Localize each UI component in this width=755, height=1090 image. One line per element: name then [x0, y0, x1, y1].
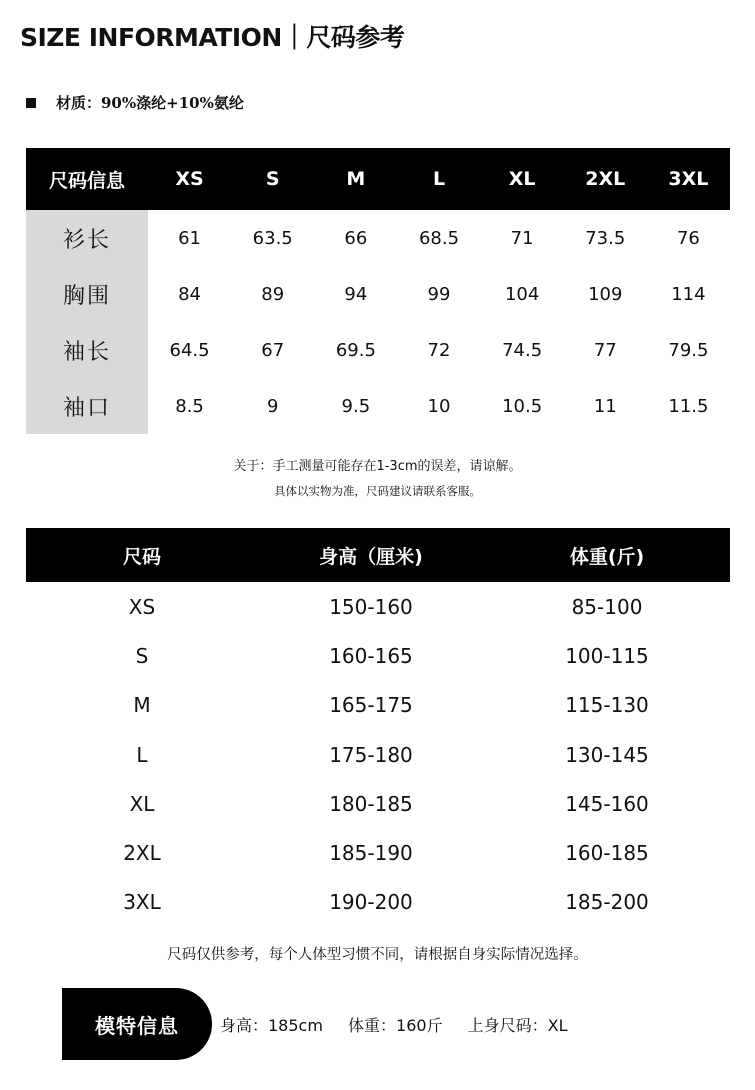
header-weight: 体重(斤)	[569, 545, 645, 568]
height-cell: 150-160	[329, 594, 413, 619]
table-cell: 9	[266, 395, 279, 417]
table-cell: 63.5	[252, 227, 293, 249]
size-cell: XS	[128, 594, 156, 619]
table-cell: 99	[427, 283, 451, 305]
table-row	[26, 582, 730, 631]
page-title: SIZE INFORMATION｜尺码参考	[20, 23, 405, 52]
table-cell: 114	[671, 283, 706, 305]
table-cell: 11.5	[668, 395, 709, 417]
model-height: 身高：185cm	[220, 1016, 323, 1035]
table-cell: 84	[178, 283, 202, 305]
size-recommendation-table	[26, 528, 730, 927]
size-cell: XL	[129, 791, 155, 816]
contact-service-note: 具体以实物为准，尺码建议请联系客服。	[274, 484, 481, 498]
size-cell: M	[133, 693, 151, 718]
height-cell: 190-200	[329, 890, 413, 915]
table-cell: 76	[676, 227, 700, 249]
height-cell: 185-190	[329, 841, 413, 866]
header-size: 3XL	[668, 168, 709, 190]
model-weight: 体重：160斤	[348, 1016, 443, 1035]
size-cell: S	[135, 643, 149, 668]
table-cell: 109	[588, 283, 623, 305]
table-cell: 8.5	[175, 395, 204, 417]
weight-cell: 145-160	[565, 791, 649, 816]
measurement-error-note: 关于：手工测量可能存在1-3cm的误差，请谅解。	[233, 459, 522, 474]
header-height: 身高（厘米)	[319, 545, 423, 568]
table-cell: 61	[178, 227, 202, 249]
table-row	[26, 730, 730, 779]
table-row	[26, 681, 730, 730]
table-cell: 10.5	[502, 395, 543, 417]
table-row	[26, 378, 730, 434]
row-label: 胸围	[26, 266, 148, 322]
table-cell: 67	[261, 339, 285, 361]
height-cell: 165-175	[329, 693, 413, 718]
table-cell: 72	[427, 339, 451, 361]
table-cell: 10	[427, 395, 451, 417]
table-row	[26, 828, 730, 877]
recommendation-table-header	[26, 528, 730, 582]
table-cell: 73.5	[585, 227, 626, 249]
header-size: XL	[508, 168, 536, 190]
header-size: 尺码	[122, 545, 161, 568]
header-corner: 尺码信息	[48, 169, 125, 192]
table-cell: 77	[593, 339, 617, 361]
weight-cell: 85-100	[571, 594, 643, 619]
table-cell: 64.5	[169, 339, 210, 361]
row-label: 袖长	[26, 322, 148, 378]
size-cell: L	[136, 742, 148, 767]
table-row	[26, 210, 730, 266]
model-info-line	[220, 1013, 588, 1036]
table-cell: 66	[344, 227, 368, 249]
table-cell: 79.5	[668, 339, 709, 361]
weight-cell: 160-185	[565, 841, 649, 866]
header-size: M	[346, 168, 366, 190]
table-cell: 104	[504, 283, 540, 305]
header-size: S	[265, 168, 280, 190]
table-row	[26, 878, 730, 927]
row-label: 袖口	[26, 378, 148, 434]
weight-cell: 130-145	[565, 742, 649, 767]
measurement-table-header	[26, 148, 730, 210]
table-cell: 68.5	[418, 227, 460, 249]
table-cell: 94	[344, 283, 368, 305]
model-size: 上身尺码：XL	[467, 1016, 568, 1035]
table-cell: 11	[593, 395, 617, 417]
size-cell: 2XL	[123, 841, 161, 866]
table-cell: 69.5	[335, 339, 376, 361]
model-info-badge: 模特信息	[62, 988, 212, 1060]
table-row	[26, 631, 730, 680]
height-cell: 160-165	[329, 643, 413, 668]
table-row	[26, 322, 730, 378]
height-cell: 175-180	[329, 742, 413, 767]
weight-cell: 115-130	[565, 693, 649, 718]
table-row	[26, 779, 730, 828]
material-line	[26, 92, 244, 113]
table-cell: 89	[261, 283, 285, 305]
header-size: L	[432, 168, 446, 190]
square-bullet-icon	[26, 98, 36, 108]
header-size: XS	[175, 168, 204, 190]
table-row	[26, 266, 730, 322]
weight-cell: 185-200	[565, 890, 649, 915]
size-measurement-table	[26, 148, 730, 434]
height-cell: 180-185	[329, 791, 413, 816]
table-cell: 74.5	[502, 339, 543, 361]
size-cell: 3XL	[123, 890, 161, 915]
weight-cell: 100-115	[565, 643, 649, 668]
row-label: 衫长	[26, 210, 148, 266]
material-text: 材质：90%涤纶+10%氨纶	[56, 94, 244, 112]
size-reference-note: 尺码仅供参考，每个人体型习惯不同，请根据自身实际情况选择。	[167, 947, 588, 963]
table-cell: 9.5	[341, 395, 371, 417]
table-cell: 71	[510, 227, 534, 249]
header-size: 2XL	[585, 168, 626, 190]
